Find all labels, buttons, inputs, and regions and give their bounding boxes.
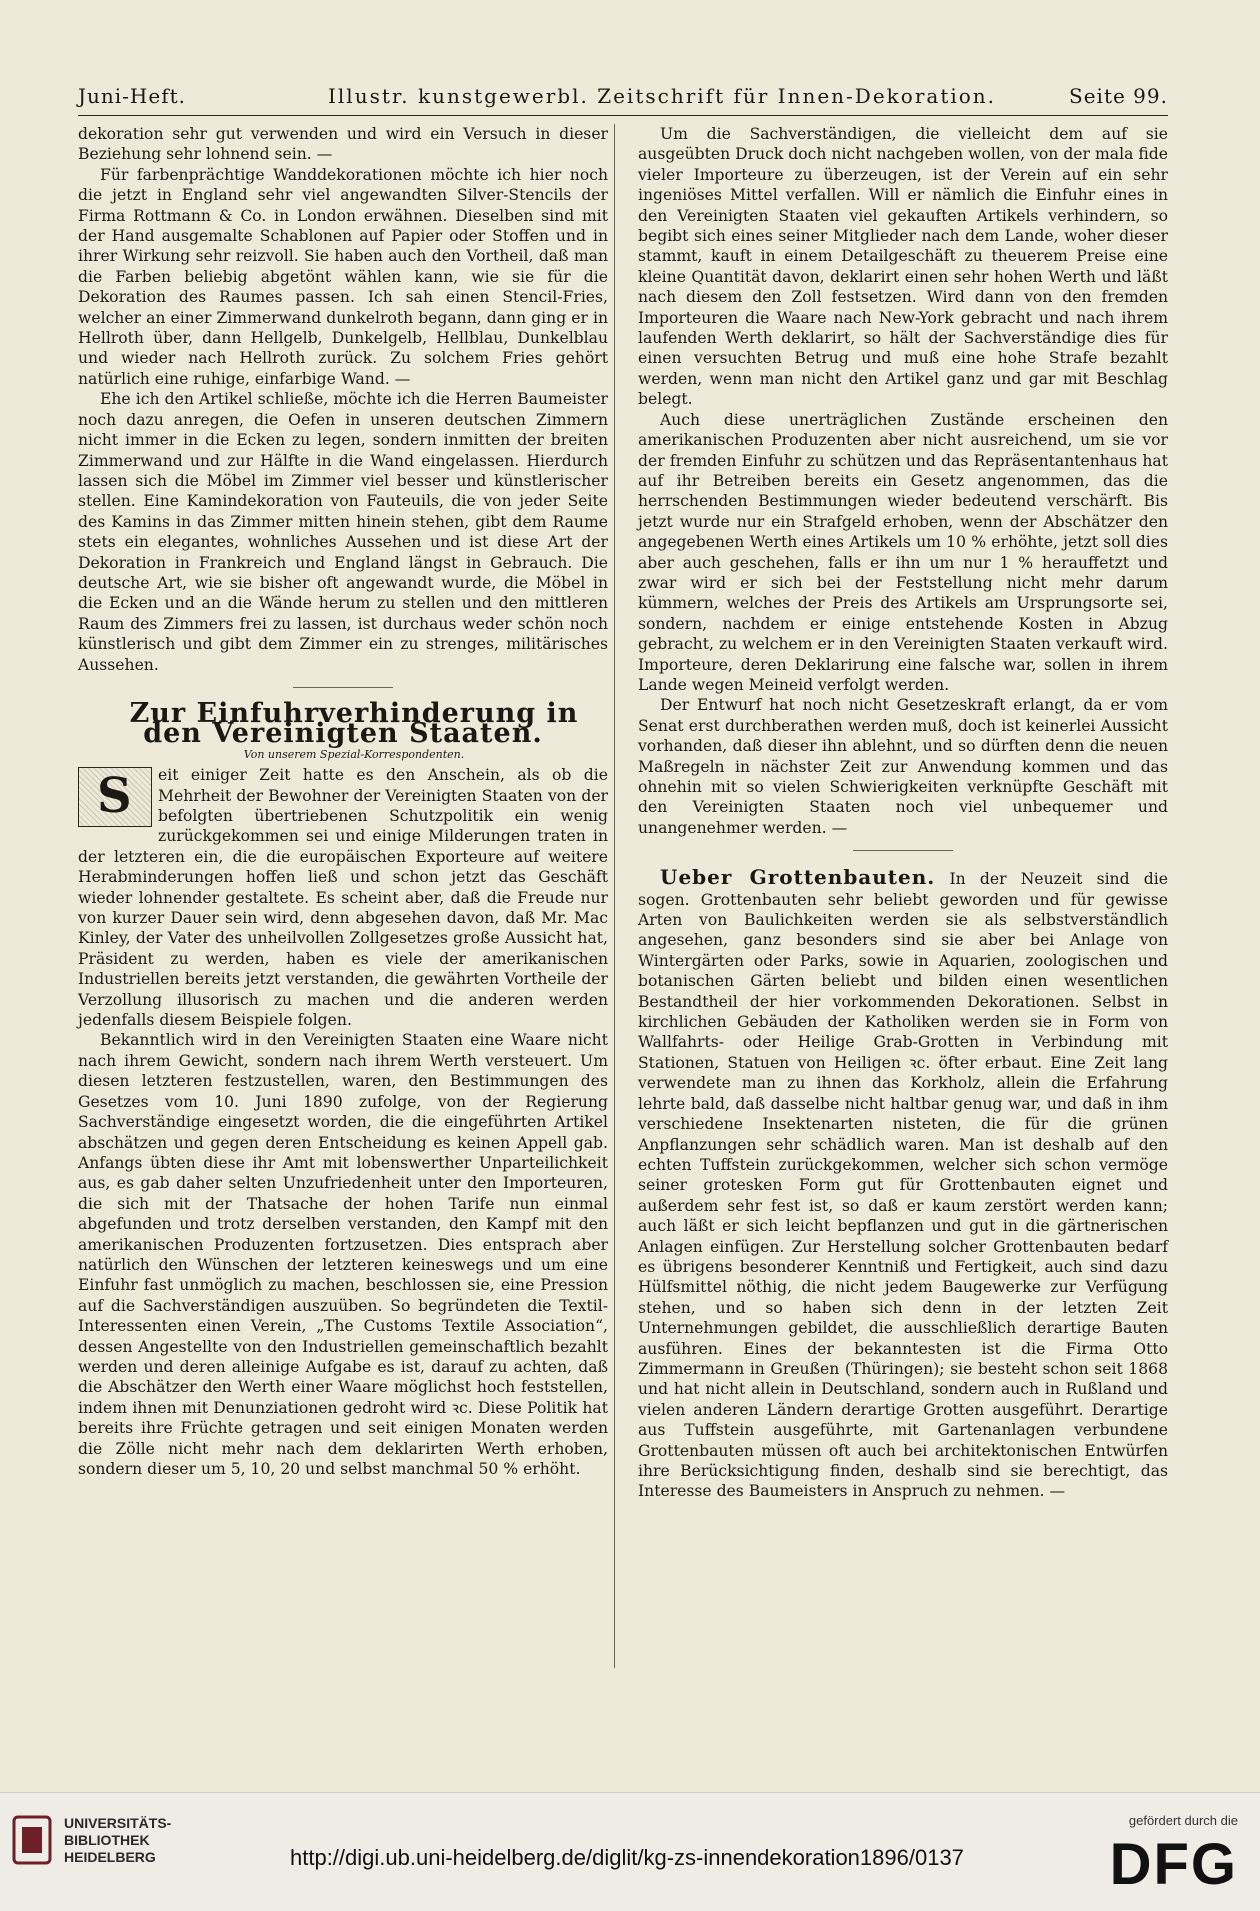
article-byline: Von unserem Spezial-Korrespondenten. bbox=[243, 747, 465, 761]
university-line: UNIVERSITÄTS- bbox=[64, 1815, 172, 1831]
article-title: Zur Einfuhrverhinderung in den Vereinigten Staaten. bbox=[129, 697, 579, 750]
section-divider bbox=[293, 687, 393, 688]
header-rule bbox=[78, 115, 1168, 116]
paragraph: Ehe ich den Artikel schließe, möchte ich die Herren Baumeister noch dazu anregen, die Oefen in unseren deutschen Zimmern nicht immer in die Ecken zu legen, sondern inmitten der breiten Zimmerwand und zur Hälfte in die Wand eingelassen. Hierdurch lassen sich die Möbel im Zimmer viel besser und künstlerischer stellen. Eine Kamindekoration von Fauteuils, die von jeder Seite des Kamins in das Zimmer mitten hinein stehen, gibt dem Raume stets ein elegantes, wohnliches Aussehen und ist diese Art der Dekoration in Frankreich und England längst in Gebrauch. Die deutsche Art, wie sie bisher oft angewandt wurde, die Möbel in die Ecken und an die Wände herum zu stellen und den mittleren Raum des Zimmers frei zu lassen, ist durchaus weder schön noch künstlerisch und gibt dem Zimmer ein zu strenges, militärisches Aussehen. bbox=[78, 390, 608, 674]
paragraph-text: In der Neuzeit sind die sogen. Grottenbauten sehr beliebt geworden und für gewisse Arten von Baulichkeiten werden sie als selbstverständlich angesehen, ganz besonders sind sie aber bei Anlage von Wintergärten oder Parks, sowie in Aquarien, zoologischen und botanischen Gärten beliebt und bilden einen wesentlichen Bestandtheil der hier vorkommenden Dekorationen. Selbst in kirchlichen Gebäuden der Katholiken werden sie in Form von Wallfahrts- oder Heilige Grab-Grotten in Verbindung mit Stationen, Statuen von Heiligen ꝛc. öfter erbaut. Eine Zeit lang verwendete man zu ihnen das Korkholz, allein die Erfahrung lehrte bald, daß dasselbe nicht haltbar genug war, und daß in ihm verschiedene Insektenarten nisteten, die für die grünen Anpflanzungen sehr schädlich waren. Man ist deshalb auf den echten Tuffstein zurückgekommen, welcher sich schon vermöge seiner grotesken Form gut für Grottenbauten eignet und außerdem sehr fest ist, so daß er kaum zerstört werden kann; auch läßt er sich leicht bepflanzen und gut in die gärtnerischen Anlagen einfügen. Zur Herstellung solcher Grottenbauten bedarf es übrigens besonderer Kenntniß und Fertigkeit, auch sind dazu Hülfsmittel nöthig, die nicht jedem Baugewerke zur Verfügung stehen, und so haben sich denn in der letzten Zeit Unternehmungen gebildet, die ausschließlich derartige Bauten ausführen. Eines der bekanntesten ist die Firma Otto Zimmermann in Greußen (Thüringen); sie besteht schon seit 1868 und hat nicht allein in Deutschland, sondern auch in Rußland und vielen anderen Ländern derartige Grotten ausgeführt. Derartige aus Tuffstein ausgeführte, mit Gartenanlagen verbundene Grottenbauten müssen oft auch bei architektonischen Entwürfen ihre Berücksichtigung finden, deshalb sind sie berechtigt, das Interesse des Baumeisters in Anspruch zu nehmen. — bbox=[638, 870, 1168, 1501]
header-page-number: Seite 99. bbox=[1069, 84, 1168, 108]
paragraph: dekoration sehr gut verwenden und wird ein Versuch in dieser Beziehung sehr lohnend sein. — bbox=[78, 125, 608, 164]
page-header bbox=[78, 80, 1168, 114]
permalink[interactable]: http://digi.ub.uni-heidelberg.de/diglit/kg-zs-innendekoration1896/0137 bbox=[290, 1845, 964, 1870]
section-title: Ueber Grottenbauten. bbox=[660, 865, 936, 890]
paragraph bbox=[78, 765, 608, 1030]
university-line: BIBLIOTHEK bbox=[64, 1832, 150, 1848]
column-divider bbox=[614, 124, 615, 1668]
header-issue: Juni-Heft. bbox=[78, 84, 187, 108]
university-seal-icon bbox=[12, 1815, 52, 1865]
digitization-footer bbox=[0, 1792, 1260, 1911]
dfg-logo: DFG bbox=[1109, 1832, 1238, 1897]
section-divider bbox=[853, 850, 953, 851]
paragraph: Bekanntlich wird in den Vereinigten Staaten eine Waare nicht nach ihrem Gewicht, sondern nach ihrem Werth versteuert. Um diesen letzteren festzustellen, waren, den Bestimmungen des Gesetzes vom 10. Juni 1890 zufolge, von der Regierung Sachverständige eingesetzt worden, die die eingeführten Artikel abschätzen und gegen deren Entscheidung es keinen Appell gab. Anfangs übten diese ihr Amt mit lobenswerther Unparteilichkeit aus, es gab daher selten Unzufriedenheit unter den Importeuren, die sich mit der Thatsache der hohen Tarife nun einmal abgefunden und trotz derselben verstanden, den Kampf mit den amerikanischen Produzenten fortzusetzen. Dies entsprach aber natürlich den Wünschen der letzteren keineswegs und um eine Einfuhr fast unmöglich zu machen, beschlossen sie, eine Pression auf die Sachverständigen auszuüben. So begründeten die Textil-Interessenten einen Verein, „The Customs Textile Association“, dessen Angestellte von den Industriellen gemeinschaftlich bezahlt werden und deren alleinige Aufgabe es ist, darauf zu achten, daß die Abschätzer den Werth einer Waare möglichst hoch feststellen, indem ihnen mit Denunziationen gedroht wird ꝛc. Diese Politik hat bereits ihre Früchte getragen und seit einigen Monaten werden die Zölle nicht mehr nach dem deklarirten Werth erhoben, sondern dieser um 5, 10, 20 und selbst manchmal 50 % erhöht. bbox=[78, 1031, 608, 1478]
paragraph-text: eit einiger Zeit hatte es den Anschein, als ob die Mehrheit der Bewohner der Vereinigten Staaten von der befolgten übertriebenen Schutzpolitik ein wenig zurückgekommen sei und einige Milderungen traten in der letzteren ein, die die europäischen Exporteure auf weitere Herabminderungen hoffen ließ und schon jetzt das Geschäft wieder lohnender gestaltete. Es scheint aber, daß die Freude nur von kurzer Dauer sein wird, denn abgesehen davon, daß Mr. Mac Kinley, der Vater des unheilvollen Zollgesetzes große Aussicht hat, Präsident zu werden, haben es viele der amerikanischen Industriellen bereits jetzt verstanden, die gewährten Vortheile der Verzollung illusorisch zu machen und die anderen werden jedenfalls diesem Beispiele folgen. bbox=[78, 766, 608, 1030]
left-column bbox=[78, 124, 608, 1479]
paragraph: Für farbenprächtige Wanddekorationen möchte ich hier noch die jetzt in England sehr viel angewandten Silver-Stencils der Firma Rottmann & Co. in London erwähnen. Dieselben sind mit der Hand ausgemalte Schablonen auf Papier oder Stoffen und in ihrer Wirkung sehr reizvoll. Sie haben auch den Vortheil, daß man die Farben beliebig abgetönt wählen kann, wie sie für die Dekoration des Raumes passen. Ich sah einen Stencil-Fries, welcher an einer Zimmerwand dunkelroth begann, dann ging er in Hellroth über, dann Hellgelb, Dunkelgelb, Hellblau, Dunkelblau und wieder nach Hellroth zurück. Zu solchem Fries gehört natürlich eine ruhige, einfarbige Wand. — bbox=[78, 165, 608, 388]
ornamental-initial bbox=[78, 767, 152, 827]
university-line: HEIDELBERG bbox=[64, 1849, 156, 1865]
paragraph bbox=[638, 867, 1168, 1502]
initial-letter: S bbox=[97, 768, 132, 825]
university-name bbox=[64, 1815, 171, 1866]
paragraph: Auch diese unerträglichen Zustände erscheinen den amerikanischen Produzenten aber nicht ausreichend, um sie vor der fremden Einfuhr zu schützen und das Repräsentantenhaus hat auf ihr Betreiben bereits ein Gesetz angenommen, das die herrschenden Bestimmungen wieder bedeutend verschärft. Bis jetzt wurde nur ein Strafgeld erhoben, wenn der Abschätzer den angegebenen Werth eines Artikels um 10 % erhöhte, jetzt soll dies aber auch geschehen, falls er ihn um nur 1 % herauffetzt und zwar wird er sich bei der Feststellung nicht mehr darum kümmern, welches der Preis des Artikels am Ursprungsorte sei, sondern, nachdem er einige entstehende Kosten in Abzug gebracht, zu welchem er in den Vereinigten Staaten verkauft wird. Importeure, deren Deklarirung eine falsche war, sollen in ihrem Lande wegen Meineid verfolgt werden. bbox=[638, 410, 1168, 694]
header-journal-title: Illustr. kunstgewerbl. Zeitschrift für Innen-Dekoration. bbox=[328, 84, 997, 108]
right-column bbox=[638, 124, 1168, 1502]
paragraph: Der Entwurf hat noch nicht Gesetzeskraft erlangt, da er vom Senat erst durchberathen werden muß, doch ist keinerlei Aussicht vorhanden, daß dieser ihn ablehnt, und so dürften denn die neuen Maßregeln in nächster Zeit zur Anwendung kommen und das ohnehin mit so vielen Schwierigkeiten verknüpfte Geschäft mit den Vereinigten Staaten noch viel unbequemer und unangenehmer werden. — bbox=[638, 696, 1168, 837]
paragraph: Um die Sachverständigen, die vielleicht dem auf sie ausgeübten Druck doch nicht nachgeben wollen, von der mala fide vieler Importeure zu überzeugen, ist der Verein auf ein sehr ingeniöses Mittel verfallen. Will er nämlich die Einfuhr eines in den Vereinigten Staaten viel gekauften Artikels verhindern, so begibt sich eines seiner Mitglieder nach dem Lande, woher dieser stammt, kauft in einem Detailgeschäft zu theuerem Preise eine kleine Quantität davon, deklarirt einen sehr hohen Werth und läßt nach diesem den Zoll festsetzen. Wird dann von den fremden Importeuren die Waare nach New-York gebracht und nach ihrem laufenden Werth deklarirt, so hält der Sachverständige dies für einen versuchten Betrug und muß eine hohe Strafe bezahlt werden, wenn man nicht den Artikel ganz und gar mit Beschlag belegt. bbox=[638, 125, 1168, 409]
funded-by-label: gefördert durch die bbox=[1128, 1813, 1238, 1828]
